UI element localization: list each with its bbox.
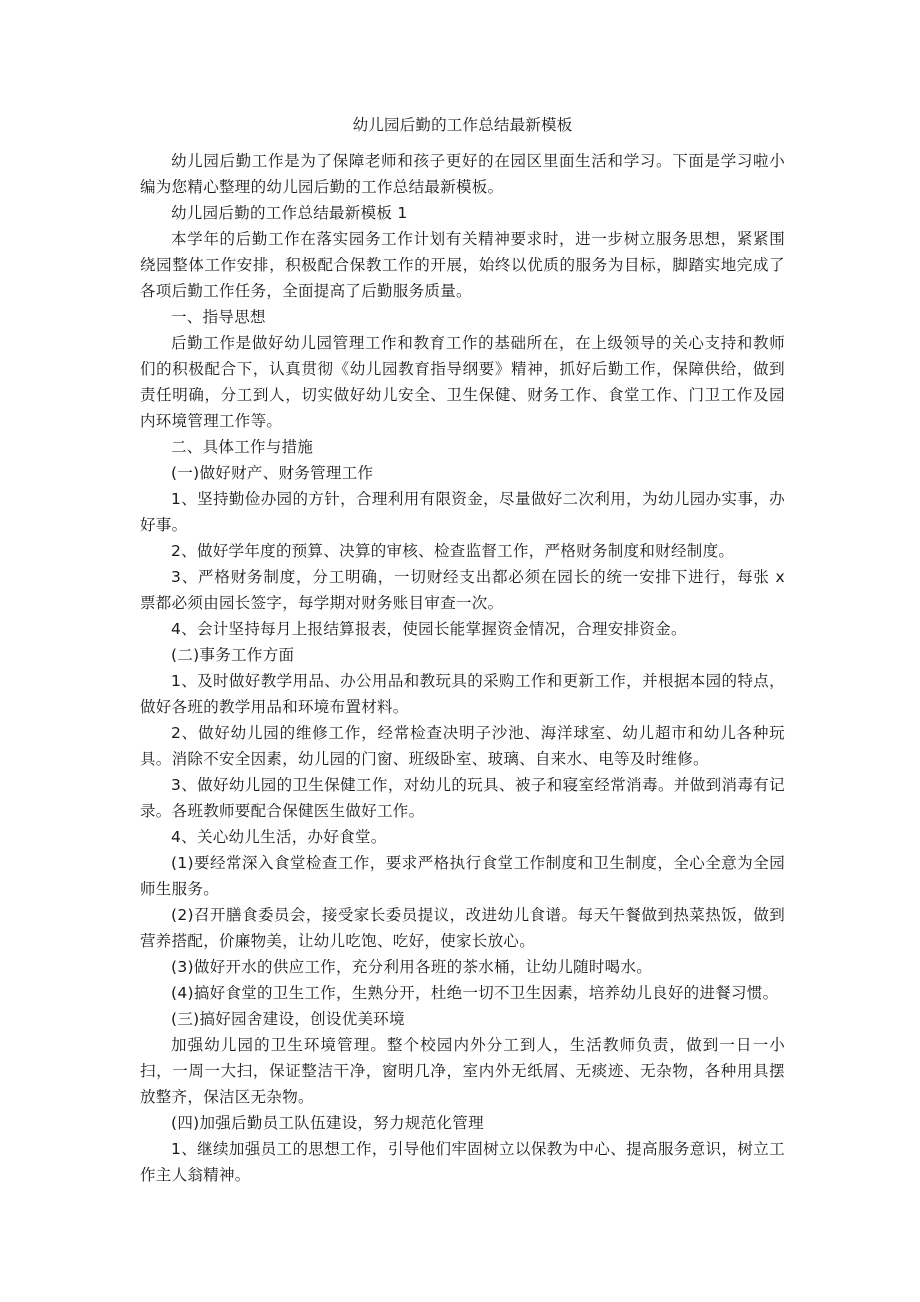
list-item-staff-1: 1、继续加强员工的思想工作，引导他们牢固树立以保教为中心、提高服务意识，树立工作主人翁精神。 bbox=[140, 1140, 785, 1184]
list-item-finance-2: 2、做好学年度的预算、决算的审核、检查监督工作，严格财务制度和财经制度。 bbox=[171, 542, 735, 560]
paragraph-intro: 幼儿园后勤工作是为了保障老师和孩子更好的在园区里面生活和学习。下面是学习啦小编为您精心整理的幼儿园后勤的工作总结最新模板。 bbox=[140, 152, 785, 196]
list-item-affairs-3: 3、做好幼儿园的卫生保健工作，对幼儿的玩具、被子和寝室经常消毒。并做到消毒有记录。各班教师要配合保健医生做好工作。 bbox=[140, 776, 785, 820]
list-item-canteen-1: (1)要经常深入食堂检查工作，要求严格执行食堂工作制度和卫生制度，全心全意为全园师生服务。 bbox=[140, 854, 785, 898]
list-item-finance-1: 1、坚持勤俭办园的方针，合理利用有限资金，尽量做好二次利用，为幼儿园办实事，办好事。 bbox=[140, 490, 785, 534]
section-heading-guiding-ideology: 一、指导思想 bbox=[171, 308, 266, 326]
list-item-affairs-2: 2、做好幼儿园的维修工作，经常检查决明子沙池、海洋球室、幼儿超市和幼儿各种玩具。消除不安全因素，幼儿园的门窗、班级卧室、玻璃、自来水、电等及时维修。 bbox=[140, 724, 785, 768]
list-item-canteen-4: (4)搞好食堂的卫生工作，生熟分开，杜绝一切不卫生因素，培养幼儿良好的进餐习惯。 bbox=[171, 984, 779, 1002]
subsection-heading-environment: (三)搞好园舍建设，创设优美环境 bbox=[171, 1010, 405, 1028]
subsection-heading-affairs: (二)事务工作方面 bbox=[171, 646, 295, 664]
paragraph-environment: 加强幼儿园的卫生环境管理。整个校园内外分工到人，生活教师负责，做到一日一小扫，一周一大扫，保证整洁干净，窗明几净，室内外无纸屑、无痰迹、无杂物，各种用具摆放整齐，保洁区无杂物。 bbox=[140, 1036, 785, 1106]
subsection-heading-finance: (一)做好财产、财务管理工作 bbox=[171, 464, 374, 482]
section-heading-specific-work: 二、具体工作与措施 bbox=[171, 438, 314, 456]
subsection-heading-staff: (四)加强后勤员工队伍建设，努力规范化管理 bbox=[171, 1114, 484, 1132]
list-item-finance-3: 3、严格财务制度，分工明确，一切财经支出都必须在园长的统一安排下进行，每张 x 票都必须由园长签字，每学期对财务账目审查一次。 bbox=[140, 568, 785, 612]
list-item-canteen-3: (3)做好开水的供应工作，充分利用各班的茶水桶，让幼儿随时喝水。 bbox=[171, 958, 653, 976]
paragraph-template-heading: 幼儿园后勤的工作总结最新模板 1 bbox=[171, 204, 408, 222]
document-title: 幼儿园后勤的工作总结最新模板 bbox=[352, 116, 573, 134]
list-item-affairs-4: 4、关心幼儿生活，办好食堂。 bbox=[171, 828, 387, 846]
document-body bbox=[140, 112, 785, 1188]
paragraph-overview: 本学年的后勤工作在落实园务工作计划有关精神要求时，进一步树立服务思想，紧紧围绕园整体工作安排，积极配合保教工作的开展，始终以优质的服务为目标，脚踏实地完成了各项后勤工作任务，全面提高了后勤服务质量。 bbox=[140, 230, 785, 300]
paragraph-guiding-ideology: 后勤工作是做好幼儿园管理工作和教育工作的基础所在，在上级领导的关心支持和教师们的积极配合下，认真贯彻《幼儿园教育指导纲要》精神，抓好后勤工作，保障供给，做到责任明确，分工到人，切实做好幼儿安全、卫生保健、财务工作、食堂工作、门卫工作及园内环境管理工作等。 bbox=[140, 334, 785, 430]
list-item-canteen-2: (2)召开膳食委员会，接受家长委员提议，改进幼儿食谱。每天午餐做到热菜热饭，做到营养搭配，价廉物美，让幼儿吃饱、吃好，使家长放心。 bbox=[140, 906, 785, 950]
list-item-finance-4: 4、会计坚持每月上报结算报表，使园长能掌握资金情况，合理安排资金。 bbox=[171, 620, 687, 638]
list-item-affairs-1: 1、及时做好教学用品、办公用品和教玩具的采购工作和更新工作，并根据本园的特点，做好各班的教学用品和环境布置材料。 bbox=[140, 672, 785, 716]
